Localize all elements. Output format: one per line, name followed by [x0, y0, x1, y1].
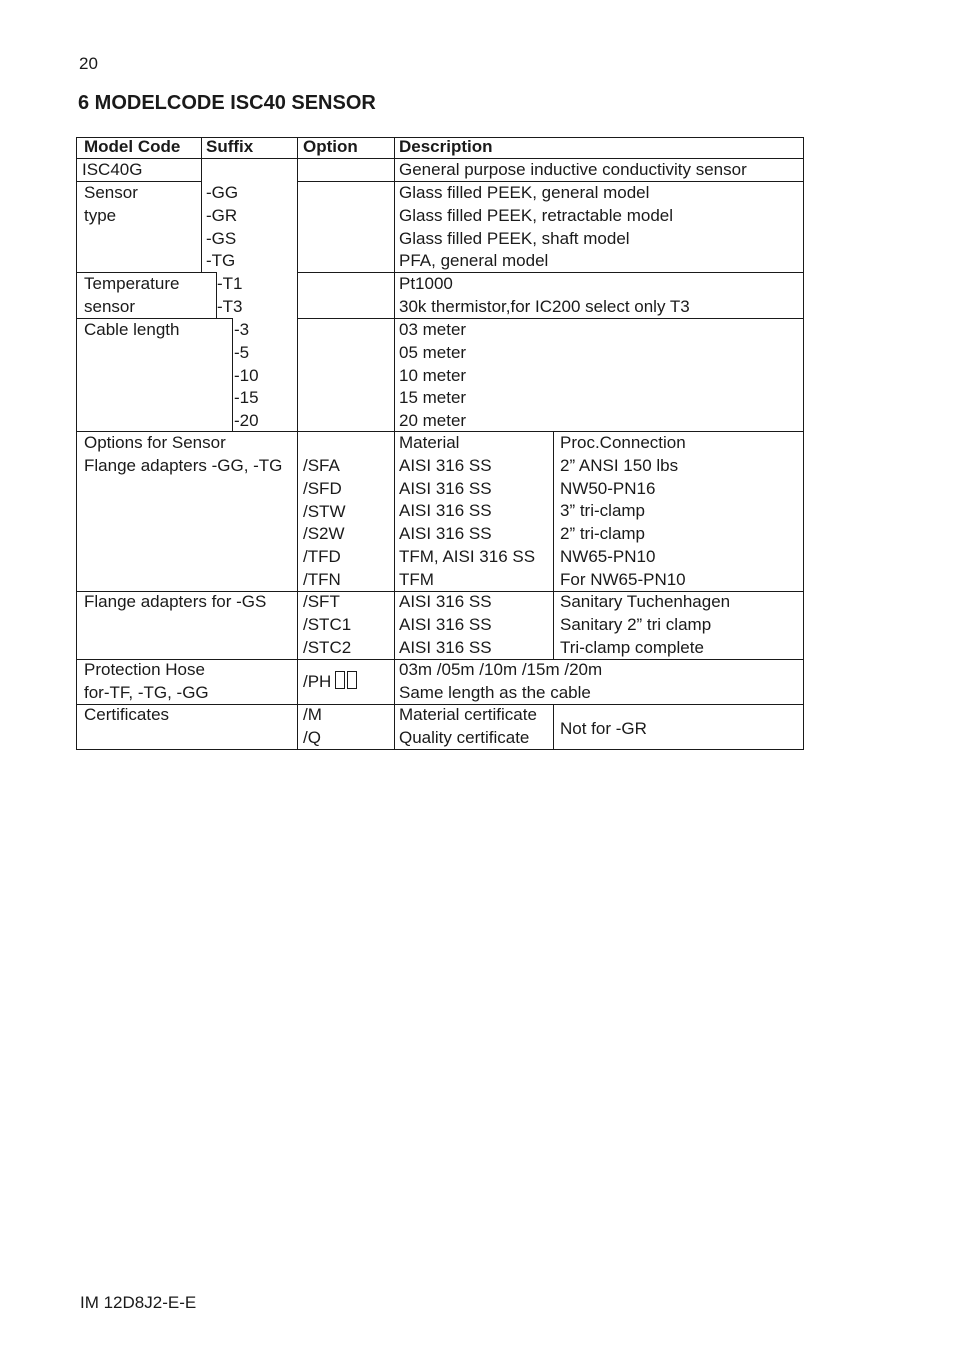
length-box-2 [347, 671, 357, 689]
flange-gg-tg-materials: Material AISI 316 SS AISI 316 SS AISI 316 SS AISI 316 SS TFM, AISI 316 SS TFM [399, 433, 536, 589]
certificates-note: Not for -GR [560, 719, 647, 738]
page-title: 6 MODELCODE ISC40 SENSOR [78, 92, 376, 114]
temperature-sensor-suffixes: -T1 -T3 [217, 274, 243, 316]
page-number: 20 [79, 54, 98, 73]
cable-length-descriptions: 03 meter 05 meter 10 meter 15 meter 20 meter [399, 320, 467, 431]
rule-description [394, 137, 395, 749]
flange-gg-tg-options: /SFA /SFD /STW /S2W /TFD /TFN [303, 456, 346, 589]
rule-suffix-3 [232, 318, 233, 431]
flange-gs-label: Flange adapters for -GS [84, 592, 267, 611]
certificates-descriptions: Material certificate Quality certificate [399, 705, 537, 747]
protection-hose-option: /PH [303, 672, 332, 691]
rule-connection [553, 431, 554, 659]
cable-length-suffixes: -3 -5 -10 -15 -20 [234, 320, 259, 431]
isc40g-description: General purpose inductive conductivity sensor [399, 160, 747, 179]
protection-hose-descriptions: 03m /05m /10m /15m /20m Same length as the cable [399, 660, 603, 702]
rule-suffix-1 [201, 137, 202, 272]
flange-gs-connections: Sanitary Tuchenhagen Sanitary 2” tri clamp Tri-clamp complete [560, 592, 731, 657]
flange-gg-tg-connections: Proc.Connection 2” ANSI 150 lbs NW50-PN16 3” tri-clamp 2” tri-clamp NW65-PN10 For NW65-PN10 [560, 433, 686, 589]
sensor-type-descriptions: Glass filled PEEK, general model Glass filled PEEK, retractable model Glass filled PEEK, shaft model PFA, general model [399, 183, 674, 271]
header-model-code: Model Code [84, 137, 181, 156]
certificates-options: /M /Q [303, 705, 322, 747]
cable-length-label: Cable length [84, 320, 180, 339]
temperature-sensor-label: Temperature sensor [84, 274, 180, 316]
rule-option [297, 137, 298, 749]
flange-gg-tg-label: Options for Sensor Flange adapters -GG, -TG [84, 433, 283, 475]
sensor-type-label: Sensor type [84, 183, 138, 225]
flange-gs-options: /SFT /STC1 /STC2 [303, 592, 352, 657]
isc40g-code: ISC40G [82, 160, 143, 179]
rule-left [76, 137, 77, 750]
header-description: Description [399, 137, 493, 156]
document-id: IM 12D8J2-E-E [80, 1293, 197, 1312]
protection-hose-label: Protection Hose for-TF, -TG, -GG [84, 660, 209, 702]
temperature-sensor-descriptions: Pt1000 30k thermistor,for IC200 select only T3 [399, 274, 690, 316]
header-suffix: Suffix [206, 137, 254, 156]
sensor-type-suffixes: -GG -GR -GS -TG [206, 183, 239, 271]
rule-cert-note [553, 704, 554, 749]
length-box-1 [335, 671, 345, 689]
rule-right [803, 137, 804, 750]
header-option: Option [303, 137, 358, 156]
flange-gs-materials: AISI 316 SS AISI 316 SS AISI 316 SS [399, 592, 492, 657]
model-code-table [76, 137, 804, 750]
certificates-label: Certificates [84, 705, 170, 724]
